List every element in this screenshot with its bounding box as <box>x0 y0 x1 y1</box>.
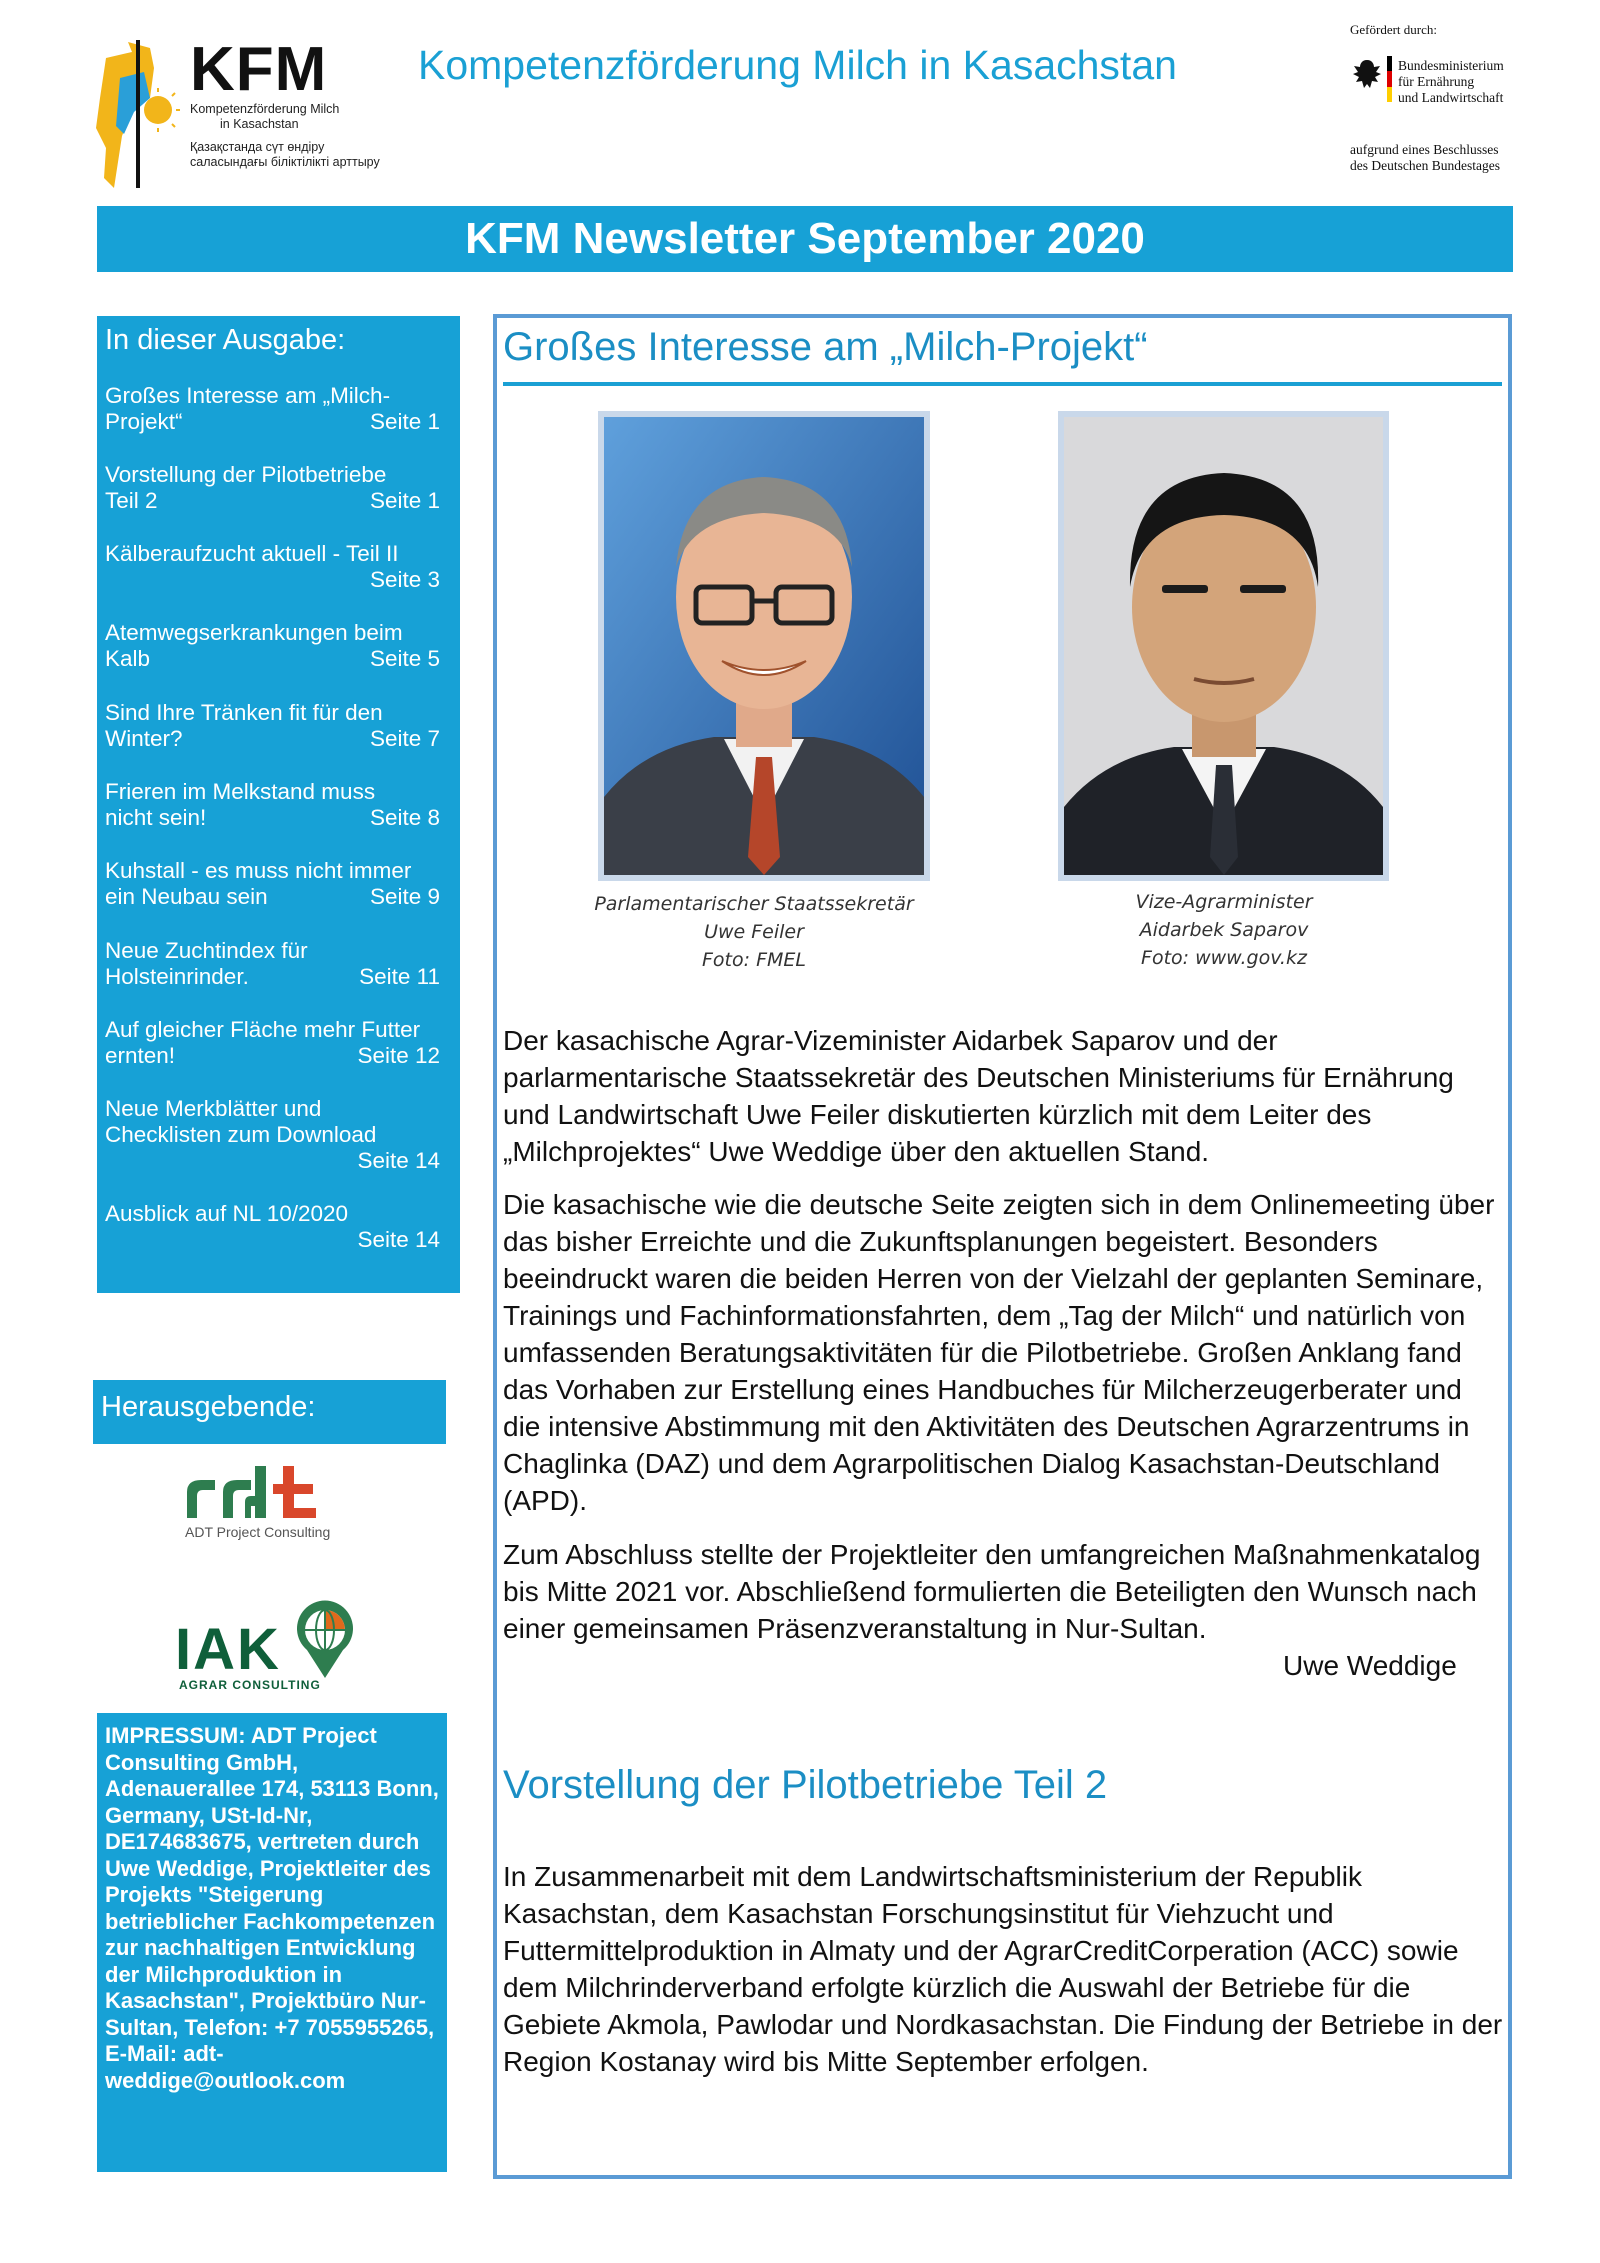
article1-paragraph1: Der kasachische Agrar-Vizeminister Aidarbek Saparov und der parlarmentarische Staatssekretär des Deutschen Ministeriums für Ernährung und Landwirtschaft Uwe Feiler diskutierten kürzlich mit dem Leiter des „Milchprojektes“ Uwe Weddige über den aktuellen Stand. <box>503 1025 1454 1167</box>
toc-item-page: Seite 9 <box>369 884 440 909</box>
photo1-caption <box>584 890 924 974</box>
toc-item-line2: Projekt“ <box>105 409 183 434</box>
ministry-line1: Bundesministerium <box>1398 58 1504 73</box>
portrait-man-suit-icon <box>1064 417 1383 875</box>
toc-item-line2: Kalb <box>105 646 151 671</box>
newsletter-banner: KFM Newsletter September 2020 <box>97 206 1513 272</box>
toc-item-line1: Frieren im Melkstand muss <box>105 779 376 804</box>
toc-item-line2: ein Neubau sein <box>105 884 268 909</box>
photo1-caption-line1: Parlamentarischer Staatssekretär <box>594 893 914 915</box>
kazakhstan-map-logo-icon <box>92 38 182 188</box>
toc-item-page: Seite 5 <box>369 646 440 671</box>
german-flag-icon <box>1387 56 1392 102</box>
sponsor-label: Gefördert durch: <box>1350 22 1437 37</box>
portrait-man-glasses-icon <box>604 417 924 875</box>
toc-item[interactable] <box>105 1201 450 1253</box>
toc-item-line1: Sind Ihre Tränken fit für den <box>105 700 383 725</box>
article1-paragraph2: Die kasachische wie die deutsche Seite zeigten sich in dem Onlinemeeting über das bisher Erreichte und die Zukunftsplanungen begeistert. Besonders beeindruckt waren die beiden Herren von der Vielzahl der geplanten Seminare, Trainings und Fachinformationsfahrten, dem „Tag der Milch“ und natürlich von umfassenden Beratungsaktivitäten für die Pilotbetriebe. Großen Anklang fand das Vorhaben zur Erstellung eines Handbuches für Milcherzeugerberater und die intensive Abstimmung mit den Aktivitäten des Deutschen Agrarzentrums in Chaglinka (DAZ) und dem Agrarpolitischen Dialog Kasachstan-Deutschland (APD). <box>503 1189 1495 1516</box>
toc-item-page: Seite 1 <box>369 409 440 434</box>
toc-item-line1: Vorstellung der Pilotbetriebe <box>105 462 387 487</box>
ministry-name <box>1398 58 1504 106</box>
iak-globe-pin-icon <box>293 1600 357 1680</box>
toc-item-page: Seite 7 <box>369 726 440 751</box>
impressum-text: IMPRESSUM: ADT Project Consulting GmbH, Adenauerallee 174, 53113 Bonn, Germany, USt-Id-Nr, DE174683675, vertreten durch Uwe Weddige, Projektleiter des Projekts "Steigerung betrieblicher Fachkompetenzen zur nachhaltigen Entwicklung der Milchproduktion in Kasachstan", Projektbüro Nur-Sultan, Telefon: +7 7055955265, E-Mail: adt-weddige@outlook.com <box>105 1723 439 2093</box>
toc-item-line2: Winter? <box>105 726 183 751</box>
article1-title-rule <box>503 382 1502 386</box>
federal-eagle-icon <box>1352 58 1382 102</box>
toc-item-line2: Teil 2 <box>105 488 158 513</box>
toc-item-line2: ernten! <box>105 1043 176 1068</box>
toc-item[interactable] <box>105 383 450 435</box>
photo2-caption-line3: Foto: www.gov.kz <box>1141 947 1307 969</box>
toc-item[interactable] <box>105 541 450 593</box>
photo-uwe-feiler <box>598 411 930 881</box>
impressum <box>97 1713 447 2172</box>
iak-logo <box>175 1600 360 1690</box>
toc-item-line1: Neue Zuchtindex für <box>105 938 308 963</box>
article2-title: Vorstellung der Pilotbetriebe Teil 2 <box>503 1763 1108 1807</box>
toc-item-page: Seite 14 <box>357 1148 440 1173</box>
toc-item-page: Seite 3 <box>369 567 440 592</box>
project-title: Kompetenzförderung Milch in Kasachstan <box>418 42 1177 88</box>
toc-item-line1: Kälberaufzucht aktuell - Teil II <box>105 541 399 566</box>
toc-item-page: Seite 11 <box>359 964 440 989</box>
toc-item-line1: Atemwegserkrankungen beim <box>105 620 403 645</box>
toc-item[interactable] <box>105 779 450 831</box>
kfm-kazakh-line2: саласындағы біліктілікті арттыру <box>190 155 380 169</box>
toc-item[interactable] <box>105 620 450 672</box>
toc-item[interactable] <box>105 938 450 990</box>
photo1-caption-line2: Uwe Feiler <box>704 921 804 943</box>
toc-item-line2: Holsteinrinder. <box>105 964 249 989</box>
article2-paragraph1: In Zusammenarbeit mit dem Landwirtschaftsministerium der Republik Kasachstan, dem Kasachstan Forschungsinstitut für Viehzucht und Futtermittelproduktion in Almaty und der AgrarCreditCorperation (ACC) sowie dem Milchrinderverband erfolgte kürzlich die Auswahl der Betriebe für die Gebiete Akmola, Pawlodar und Nordkasachstan. Die Findung der Betriebe in der Region Kostanay wird bis Mitte September erfolgen. <box>503 1861 1503 2077</box>
ministry-line3: und Landwirtschaft <box>1398 90 1504 105</box>
toc-item-page: Seite 1 <box>369 488 440 513</box>
toc-heading: In dieser Ausgabe: <box>105 324 346 356</box>
photo-aidarbek-saparov <box>1058 411 1389 881</box>
kfm-acronym: KFM <box>190 35 328 104</box>
article1-author: Uwe Weddige <box>1283 1650 1457 1681</box>
kfm-subtitle-line2: in Kasachstan <box>220 117 299 131</box>
toc-item-line1: Auf gleicher Fläche mehr Futter <box>105 1017 421 1042</box>
toc-item-page: Seite 14 <box>357 1227 440 1252</box>
toc-item[interactable] <box>105 858 450 910</box>
adt-logo-caption: ADT Project Consulting <box>185 1524 331 1540</box>
publisher-heading <box>93 1380 446 1444</box>
toc-item[interactable] <box>105 1017 450 1069</box>
toc-item-page: Seite 8 <box>369 805 440 830</box>
kfm-logo-subtitle <box>190 102 390 169</box>
article1-paragraph3: Zum Abschluss stellte der Projektleiter den umfangreichen Maßnahmenkatalog bis Mitte 2021 vor. Abschließend formulierten die Beteiligten den Wunsch nach einer gemeinsamen Präsenzveranstaltung in Nur-Sultan. <box>503 1539 1481 1644</box>
photo2-caption-line1: Vize-Agrarminister <box>1135 891 1313 913</box>
photo2-caption-line2: Aidarbek Saparov <box>1139 919 1309 941</box>
iak-logo-text: IAK <box>175 1617 281 1682</box>
photo2-caption <box>1054 888 1394 972</box>
article1-title: Großes Interesse am „Milch-Projekt“ <box>503 325 1148 369</box>
table-of-contents <box>97 316 460 1293</box>
photo1-caption-line3: Foto: FMEL <box>702 949 806 971</box>
publisher-heading-text: Herausgebende: <box>101 1391 316 1423</box>
toc-item-line2: Checklisten zum Download <box>105 1122 377 1147</box>
toc-item[interactable] <box>105 462 450 514</box>
kfm-subtitle-line1: Kompetenzförderung Milch <box>190 102 340 116</box>
sponsor-block <box>1350 22 1580 172</box>
toc-item[interactable] <box>105 1096 450 1174</box>
kfm-kazakh-line1: Қазақстанда сүт өндіру <box>190 140 325 154</box>
toc-item-line1: Großes Interesse am „Milch- <box>105 383 391 408</box>
decision-line2: des Deutschen Bundestages <box>1350 158 1500 173</box>
adt-logo-mark-icon <box>183 1462 343 1520</box>
toc-item-line1: Neue Merkblätter und <box>105 1096 322 1121</box>
bundestag-decision <box>1350 142 1500 174</box>
toc-item-page: Seite 12 <box>357 1043 440 1068</box>
toc-item[interactable] <box>105 700 450 752</box>
ministry-line2: für Ernährung <box>1398 74 1475 89</box>
toc-item-line1: Kuhstall - es muss nicht immer <box>105 858 412 883</box>
toc-item-line2: nicht sein! <box>105 805 207 830</box>
decision-line1: aufgrund eines Beschlusses <box>1350 142 1499 157</box>
adt-logo <box>183 1462 353 1552</box>
toc-item-line1: Ausblick auf NL 10/2020 <box>105 1201 349 1226</box>
iak-logo-caption: AGRAR CONSULTING <box>179 1678 321 1692</box>
